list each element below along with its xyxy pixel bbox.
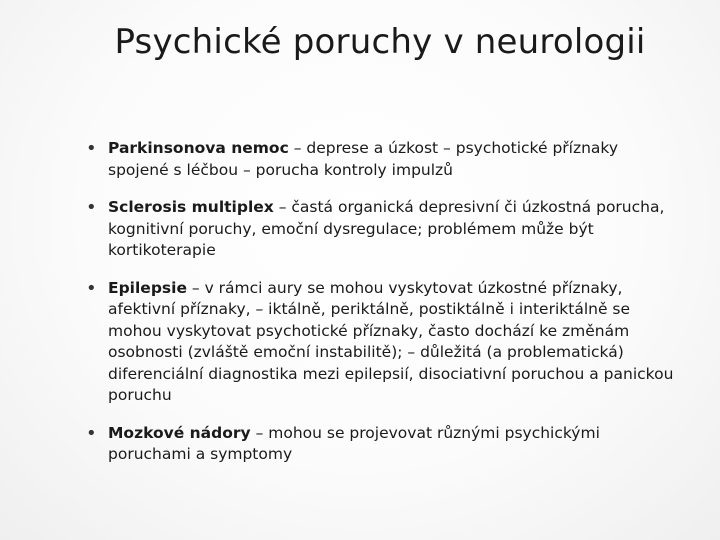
bullet-item-epilepsy [86,277,682,407]
bullet-text: – častá organická depresivní či úzkostná porucha, kognitivní poruchy, emoční dysregulace; problémem může být kortikoterapie [108,198,665,259]
bullet-icon: • [86,138,97,159]
bullet-text: – mohou se projevovat různými psychickými poruchami a symptomy [108,423,600,463]
bullet-text: – v rámci aury se mohou vyskytovat úzkostné příznaky, afektivní příznaky, – iktálně, periktálně, postiktálně i interiktálně se mohou vyskytovat psychotické příznaky, často dochází ke změnám osobnosti (zvláště emoční instabilitě); – důležitá (a problematická) diferenciální diagnostika mezi epilepsií, disociativní poruchou a panickou poruchu [108,278,674,404]
slide-title: Psychické poruchy v neurologii [114,22,646,62]
bullet-term: Sclerosis multiplex [108,198,274,216]
bullet-term: Parkinsonova nemoc [108,139,289,157]
bullet-item-parkinson [86,138,682,181]
bullet-item-tumors [86,422,682,466]
bullet-icon: • [86,422,97,444]
bullet-icon: • [86,277,97,299]
bullet-icon: • [86,197,97,218]
bullet-text: – deprese a úzkost – psychotické příznaky spojené s léčbou – porucha kontroly impulzů [108,139,619,179]
bullet-item-sclerosis [86,197,682,262]
bullet-list [86,138,682,482]
bullet-term: Epilepsie [108,278,187,297]
bullet-term: Mozkové nádory [108,423,251,442]
